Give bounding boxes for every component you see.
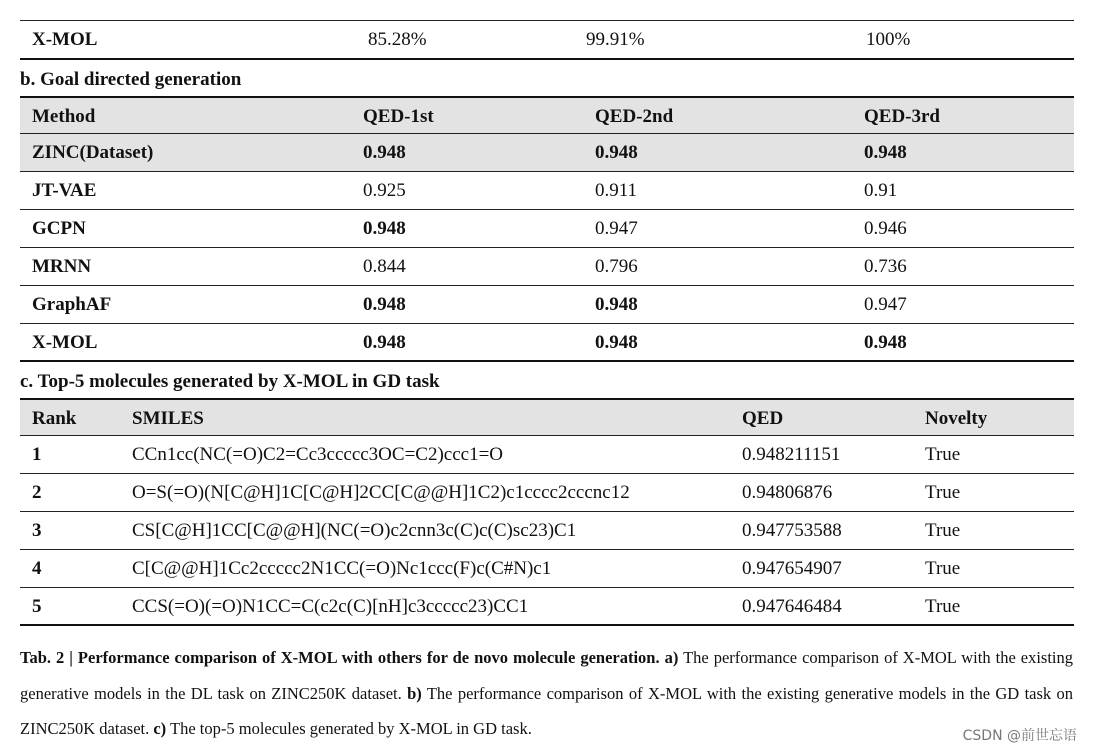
rank-cell: 2 bbox=[32, 482, 42, 503]
value-cell: 0.911 bbox=[595, 180, 638, 201]
watermark: CSDN @前世忘语 bbox=[962, 728, 1077, 744]
value-cell: 0.947 bbox=[864, 294, 907, 315]
table-row bbox=[20, 286, 1074, 324]
header-smiles: SMILES bbox=[132, 408, 204, 429]
section-b-title: b. Goal directed generation bbox=[20, 69, 242, 90]
value-cell: 0.736 bbox=[864, 256, 907, 277]
smiles-cell: CS[C@H]1CC[C@@H](NC(=O)c2cnn3c(C)c(C)sc23)C1 bbox=[132, 520, 577, 541]
caption-b-text: The performance comparison of X-MOL with the existing generative models in the GD task on ZINC250K dataset. bbox=[20, 683, 1074, 738]
header-qed-3rd: QED-3rd bbox=[864, 106, 940, 127]
table-row bbox=[20, 436, 1074, 474]
value-cell: 0.948 bbox=[363, 218, 406, 239]
qed-cell: 0.94806876 bbox=[742, 482, 833, 503]
table-caption bbox=[20, 640, 1073, 747]
value-cell: 0.91 bbox=[864, 180, 898, 201]
qed-cell: 0.948211151 bbox=[742, 444, 841, 465]
table-row bbox=[20, 512, 1074, 550]
value-cell: 0.948 bbox=[864, 142, 907, 163]
caption-a-label: a) bbox=[664, 648, 679, 667]
value-cell: 100% bbox=[866, 29, 911, 50]
header-qed-2nd: QED-2nd bbox=[595, 106, 674, 127]
header-rank: Rank bbox=[32, 408, 77, 429]
smiles-cell: C[C@@H]1Cc2ccccc2N1CC(=O)Nc1ccc(F)c(C#N)c1 bbox=[132, 558, 552, 579]
value-cell: 0.948 bbox=[595, 332, 638, 353]
table-row bbox=[20, 324, 1074, 362]
method-cell: GraphAF bbox=[32, 294, 112, 315]
value-cell: 0.948 bbox=[363, 294, 406, 315]
section-c-title: c. Top-5 molecules generated by X-MOL in GD task bbox=[20, 371, 440, 392]
qed-cell: 0.947753588 bbox=[742, 520, 842, 541]
header-qed-1st: QED-1st bbox=[363, 106, 434, 127]
header-method: Method bbox=[32, 106, 96, 127]
value-cell: 0.948 bbox=[363, 332, 406, 353]
dl-xmol-row bbox=[20, 20, 1074, 60]
table-header-row bbox=[20, 398, 1074, 436]
qed-cell: 0.947654907 bbox=[742, 558, 842, 579]
method-cell: X-MOL bbox=[32, 332, 98, 353]
value-cell: 85.28% bbox=[368, 29, 427, 50]
value-cell: 0.948 bbox=[864, 332, 907, 353]
table-row bbox=[20, 474, 1074, 512]
caption-c-text: The top-5 molecules generated by X-MOL in GD task. bbox=[170, 719, 532, 738]
method-cell: MRNN bbox=[32, 256, 92, 277]
caption-b-label: b) bbox=[407, 683, 422, 703]
value-cell: 0.947 bbox=[595, 218, 638, 239]
method-cell: JT-VAE bbox=[32, 180, 97, 201]
header-qed: QED bbox=[742, 408, 784, 429]
novelty-cell: True bbox=[925, 558, 961, 579]
table-row bbox=[20, 210, 1074, 248]
value-cell: 0.948 bbox=[595, 294, 638, 315]
value-cell: 99.91% bbox=[586, 29, 645, 50]
value-cell: 0.796 bbox=[595, 256, 638, 277]
novelty-cell: True bbox=[925, 520, 961, 541]
table-row bbox=[20, 172, 1074, 210]
paper-table bbox=[20, 0, 1074, 626]
caption-c-label: c) bbox=[153, 719, 167, 738]
value-cell: 0.946 bbox=[864, 218, 907, 239]
smiles-cell: O=S(=O)(N[C@H]1C[C@H]2CC[C@@H]1C2)c1cccc2cccnc12 bbox=[132, 482, 630, 503]
novelty-cell: True bbox=[925, 444, 961, 465]
novelty-cell: True bbox=[925, 596, 961, 617]
qed-cell: 0.947646484 bbox=[742, 596, 842, 617]
smiles-cell: CCn1cc(NC(=O)C2=Cc3ccccc3OC=C2)ccc1=O bbox=[132, 444, 504, 465]
table-row bbox=[20, 550, 1074, 588]
value-cell: 0.948 bbox=[595, 142, 638, 163]
table-row bbox=[20, 588, 1074, 626]
smiles-cell: CCS(=O)(=O)N1CC=C(c2c(C)[nH]c3ccccc23)CC1 bbox=[132, 596, 529, 617]
novelty-cell: True bbox=[925, 482, 961, 503]
method-cell: X-MOL bbox=[32, 29, 98, 50]
rank-cell: 1 bbox=[32, 444, 42, 465]
caption-a-text: The performance comparison of X-MOL with the existing generative models in the DL task on ZINC250K dataset. bbox=[20, 648, 1074, 703]
header-novelty: Novelty bbox=[925, 408, 988, 429]
table-row bbox=[20, 134, 1074, 172]
section-b-table bbox=[20, 96, 1074, 362]
section-c-table bbox=[20, 398, 1074, 626]
rank-cell: 4 bbox=[32, 558, 42, 579]
method-cell: GCPN bbox=[32, 218, 86, 239]
rank-cell: 3 bbox=[32, 520, 42, 541]
rank-cell: 5 bbox=[32, 596, 42, 617]
value-cell: 0.948 bbox=[363, 142, 406, 163]
table-row bbox=[20, 248, 1074, 286]
method-cell: ZINC(Dataset) bbox=[32, 142, 154, 163]
caption-lead: Tab. 2 | Performance comparison of X-MOL with others for de novo molecule generation. bbox=[20, 648, 660, 667]
value-cell: 0.925 bbox=[363, 180, 406, 201]
value-cell: 0.844 bbox=[363, 256, 406, 277]
table-header-row bbox=[20, 96, 1074, 134]
